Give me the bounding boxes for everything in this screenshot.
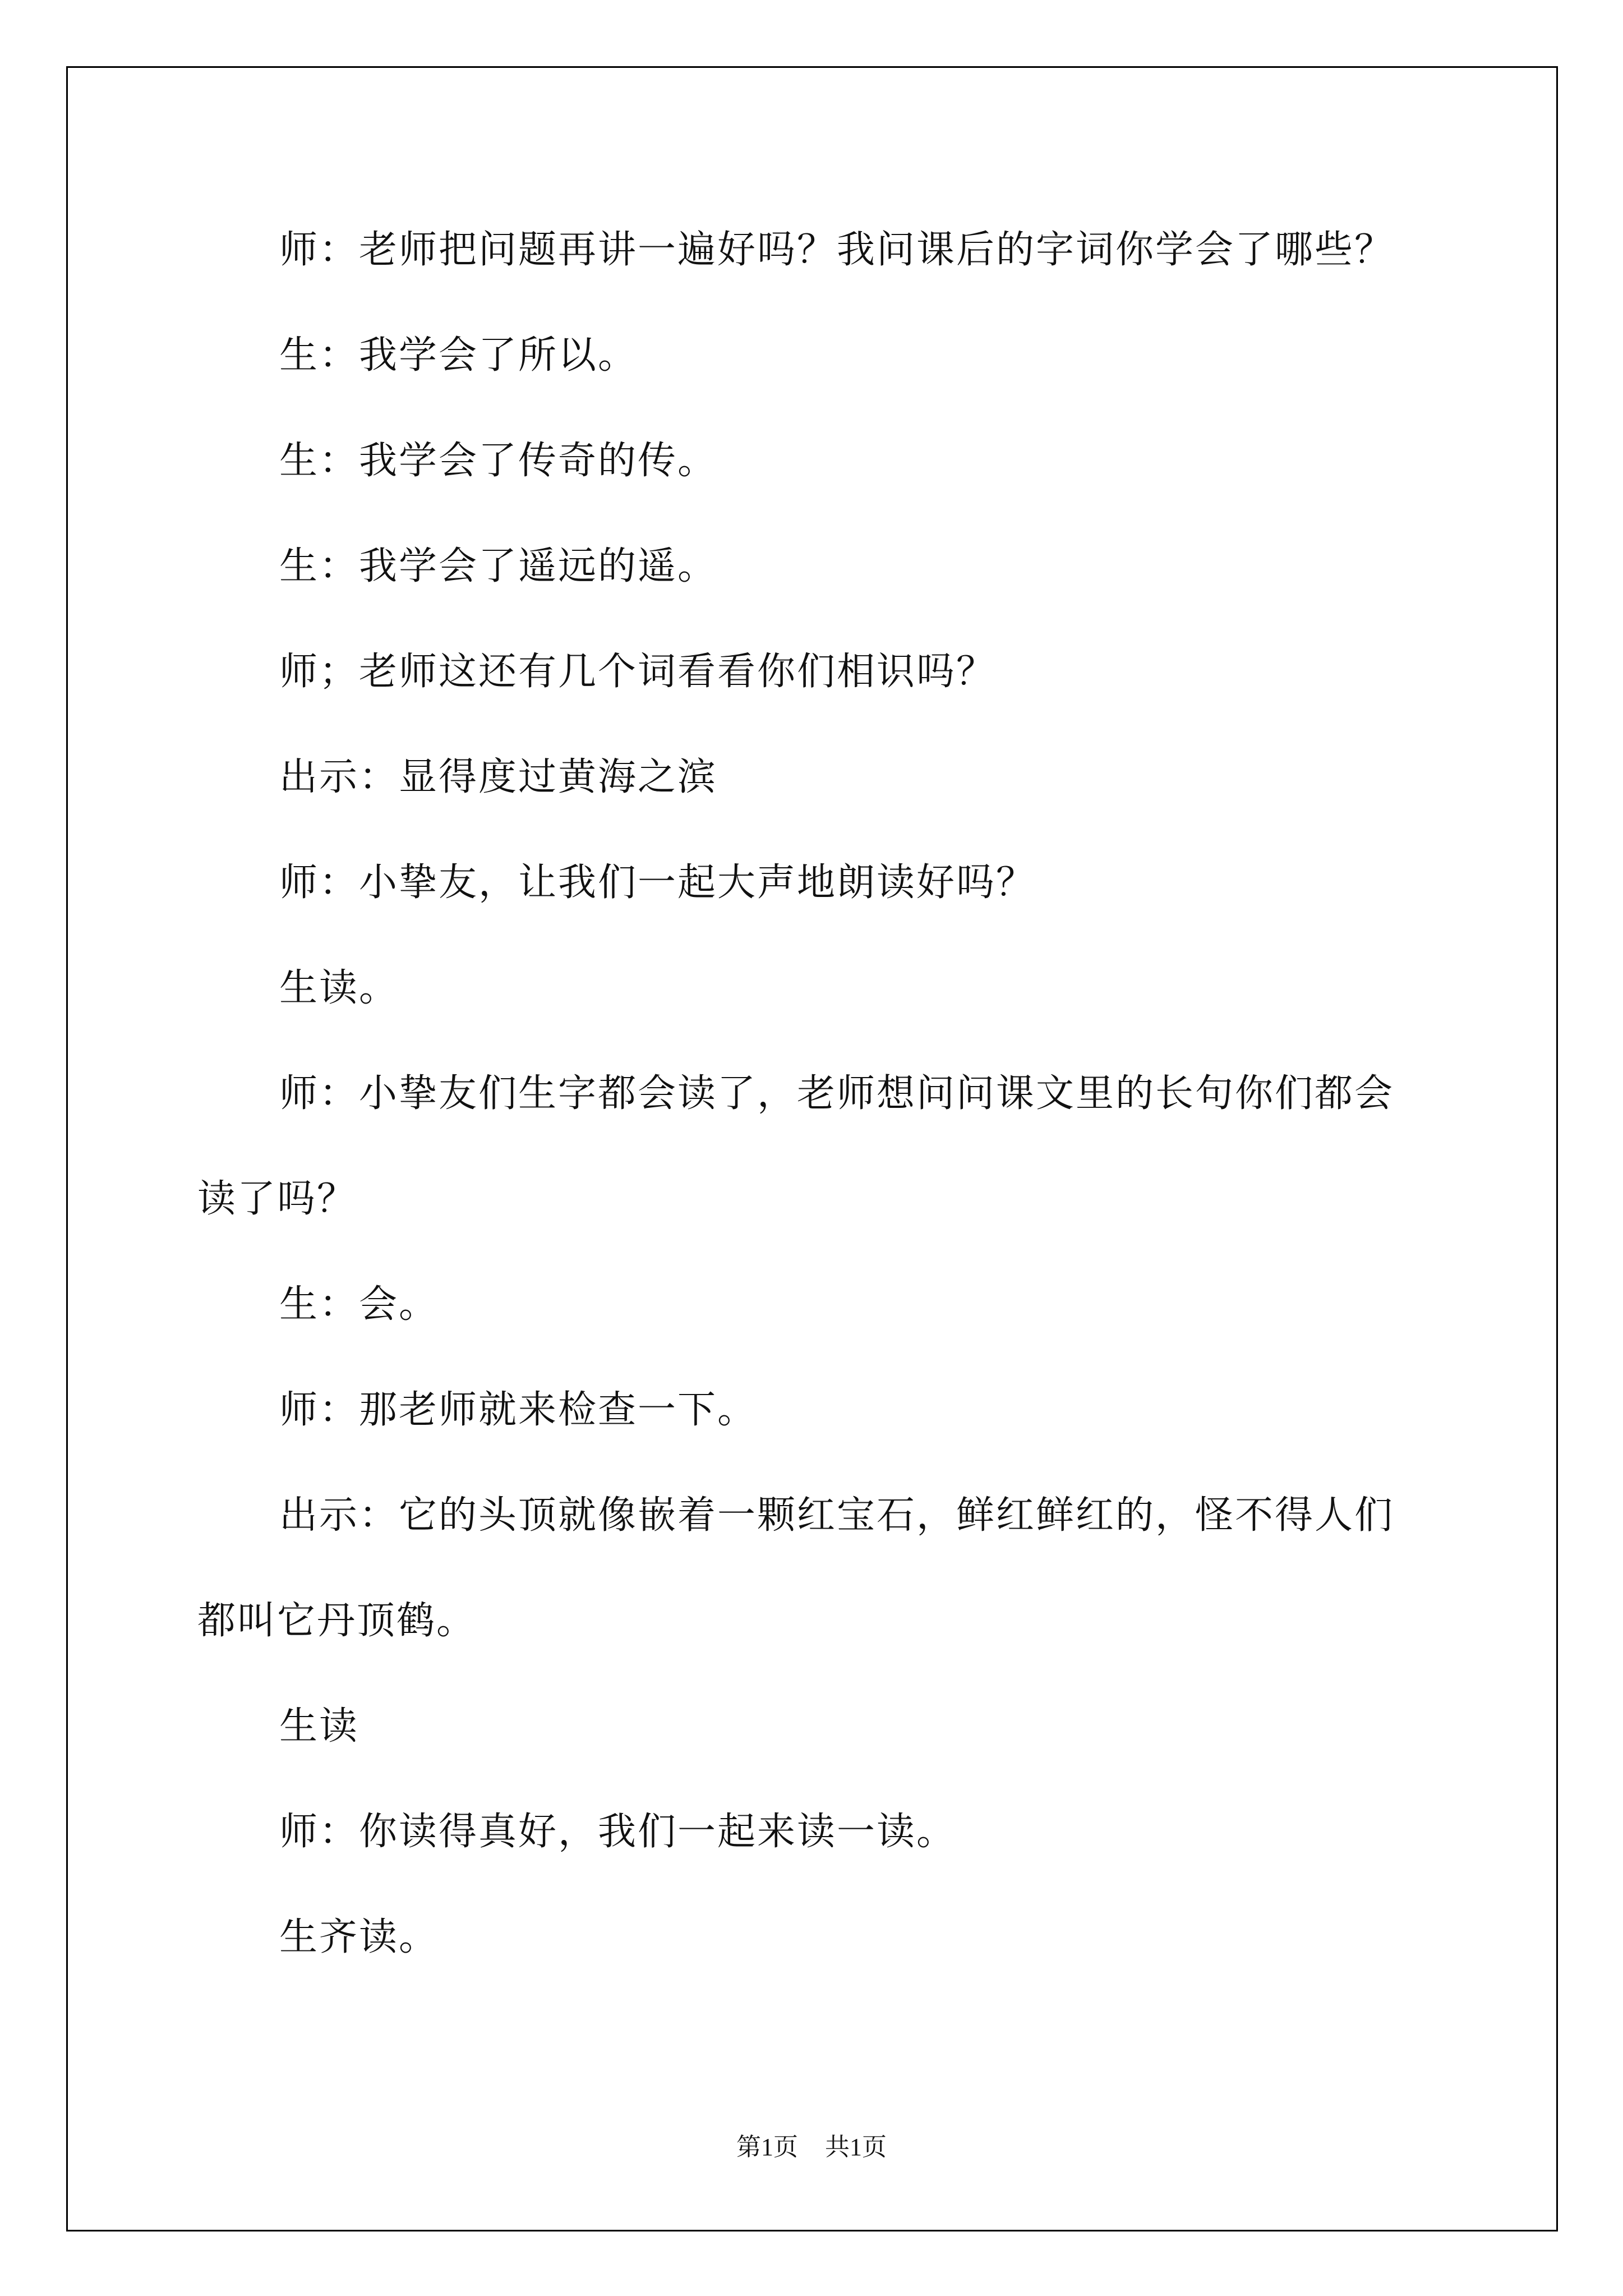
text-line-8: 生读。 (279, 966, 399, 1010)
page-border (66, 66, 1558, 2231)
text-line-11: 生：会。 (279, 1282, 439, 1327)
page-footer (0, 2135, 1623, 2160)
text-line-9: 师：小挚友们生字都会读了，老师想问问课文里的长句你们都会 (279, 1071, 1395, 1116)
text-line-4: 生：我学会了遥远的遥。 (279, 544, 718, 588)
text-line-2: 生：我学会了所以。 (279, 333, 638, 378)
total-pages-label: 共1页 (825, 2133, 887, 2161)
text-line-16: 师：你读得真好，我们一起来读一读。 (279, 1810, 957, 1854)
text-line-14: 都叫它丹顶鹤。 (197, 1599, 477, 1643)
text-line-12: 师：那老师就来检查一下。 (279, 1388, 758, 1432)
text-line-17: 生齐读。 (279, 1915, 439, 1959)
text-line-1: 师：老师把问题再讲一遍好吗？我问课后的字词你学会了哪些？ (279, 228, 1395, 272)
text-line-15: 生读 (279, 1704, 359, 1749)
text-line-3: 生：我学会了传奇的传。 (279, 439, 718, 483)
text-line-13: 出示：它的头顶就像嵌着一颗红宝石，鲜红鲜红的，怪不得人们 (279, 1493, 1395, 1538)
text-line-10: 读了吗？ (197, 1177, 357, 1221)
text-line-5: 师；老师这还有几个词看看你们相识吗？ (279, 650, 997, 694)
current-page-label: 第1页 (736, 2133, 798, 2161)
text-line-7: 师：小挚友，让我们一起大声地朗读好吗？ (279, 861, 1036, 905)
text-line-6: 出示：显得度过黄海之滨 (279, 755, 718, 799)
